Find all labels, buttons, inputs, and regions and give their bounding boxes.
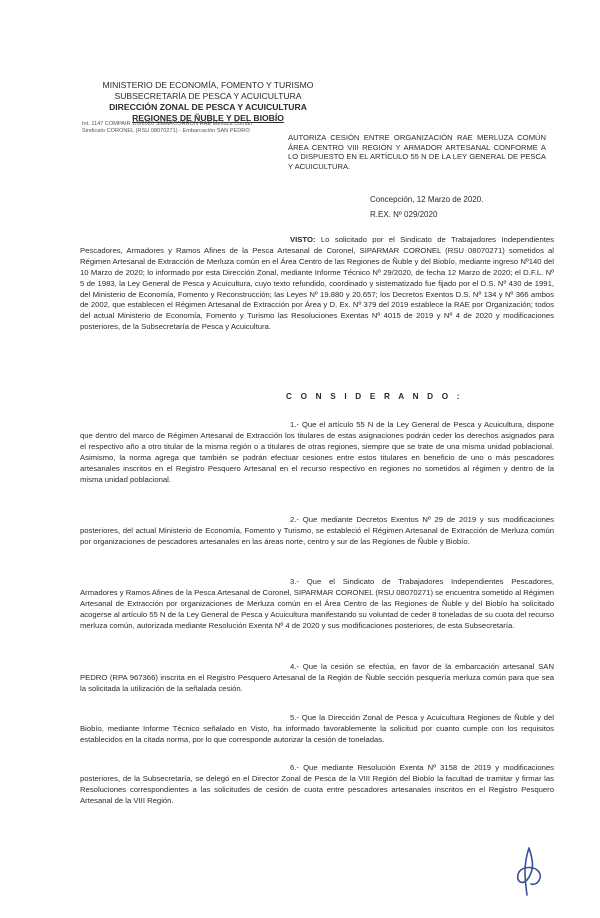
resolution-number: R.EX. Nº 029/2020	[370, 210, 438, 219]
internal-reference	[82, 121, 322, 135]
considerando-1: 1.- Que el artículo 55 N de la Ley General de Pesca y Acuicultura, dispone que dentro del marco de Régimen Artesanal de Extracción los titulares de estas asignaciones podrán ceder los derechos asignados para el respectivo año a otro titular de la misma región o a titulares de otras regiones, siempre que se trate de una misma unidad poblacional. Asimismo, la norma agrega que también se podrán efectuar cesiones entre estos titulares en beneficio de uno o más pescadores artesanales inscritos en el Registro Pesquero Artesanal en el recurso respectivo en regiones no sometidos al régimen y dentro de la misma unidad poblacional.	[80, 420, 554, 484]
directorate-name: DIRECCIÓN ZONAL DE PESCA Y ACUICULTURA	[109, 102, 307, 112]
subsecretary-name: SUBSECRETARÍA DE PESCA Y ACUICULTURA	[114, 91, 302, 101]
ministry-name: MINISTERIO DE ECONOMÍA, FOMENTO Y TURISMO	[102, 80, 314, 90]
internal-reference-line-2: Sindicato CORONEL (RSU 08070271) - Embarcación SAN PEDRO	[82, 128, 250, 134]
considerando-2: 2.- Que mediante Decretos Exentos Nº 29 de 2019 y sus modificaciones posteriores, del actual Ministerio de Economía, Fomento y Turismo, se estableció el Régimen Artesanal de Extracción de Merluza común por organizaciones de pescadores artesanales en las áreas norte, centro y sur de las Regiones de Ñuble y Biobío.	[80, 515, 554, 546]
document-date: Concepción, 12 Marzo de 2020.	[370, 195, 484, 204]
considerando-title: C O N S I D E R A N D O :	[286, 392, 463, 401]
document-subject: AUTORIZA CESIÓN ENTRE ORGANIZACIÓN RAE MERLUZA COMÚN ÁREA CENTRO VIII REGIÓN Y ARMADOR ARTESANAL CONFORME A LO DISPUESTO EN EL ARTÍCULO 55 N DE LA LEY GENERAL DE PESCA Y ACUICULTURA.	[288, 133, 546, 171]
visto-keyword: VISTO:	[290, 235, 316, 244]
visto-paragraph	[80, 235, 554, 333]
regions-name: REGIONES DE ÑUBLE Y DEL BIOBÍO	[132, 113, 284, 123]
internal-reference-line-1: Int. 1147 COMPAIR 1/0/2020 SIMARCORRON RAE Merluza Común	[82, 121, 253, 127]
considerando-6: 6.- Que mediante Resolución Exenta Nº 3158 de 2019 y modificaciones posteriores, de la Subsecretaría, se delegó en el Director Zonal de Pesca de la VIII Región del Biobío la facultad de tramitar y firmar las Resoluciones correspondientes a las solicitudes de cesión de cuota entre pescadores artesanales inscritos en el Registro Pesquero Artesanal de la VIII Región.	[80, 763, 554, 805]
considerando-4: 4.- Que la cesión se efectúa, en favor de la embarcación artesanal SAN PEDRO (RPA 967366) inscrita en el Registro Pesquero Artesanal de la Región de Ñuble sección pesquería merluza común para que sea la solicitada la utilización de la señalada cesión.	[80, 662, 554, 693]
letterhead	[88, 80, 328, 124]
visto-text: Lo solicitado por el Sindicato de Trabajadores Independientes Pescadores, Armadores y Ramos Afines de la Pesca Artesanal de Coronel, SIPARMAR CORONEL (RSU 08070271) sometidos al Régimen Artesanal de Extracción de Merluza común en el Área Centro de las Regiones de Ñuble y del Biobío, mediante ingreso Nº140 del 10 Marzo de 2020; lo informado por esta Dirección Zonal, mediante Informe Técnico Nº 29/2020, de fecha 12 Marzo de 2020; el D.F.L. Nº 5 de 1983, la Ley General de Pesca y Acuicultura, cuyo texto refundido, coordinado y sistematizado fue fijado por el D.S. Nº 430 de 1991, del Ministerio de Economía, Fomento y Reconstrucción; las Leyes Nº 19.880 y 20.657; los Decretos Exentos D.S. Nº 134 y Nº 366 ambos de 2002, que establecen el Régimen Artesanal de Extracción por Área y D. Ex. Nº 379 del 2019 establece la RAE por Organización; todos del actual Ministerio de Economía, Fomento y Turismo las Resoluciones Exentas Nº 4015 de 2019 y Nº 4 de 2020 y modificaciones posteriores, de la Subsecretaría de Pesca y Acuicultura.	[80, 235, 554, 332]
considerando-5: 5.- Que la Dirección Zonal de Pesca y Acuicultura Regiones de Ñuble y del Biobío, mediante Informe Técnico señalado en Visto, ha informado favorablemente la solicitud por cuanto cumple con los requisitos establecidos en la citada norma, por lo que corresponde autorizar la cesión de toneladas.	[80, 713, 554, 744]
signature-mark	[505, 840, 555, 900]
considerando-3: 3.- Que el Sindicato de Trabajadores Independientes Pescadores, Armadores y Ramos Afines de la Pesca Artesanal de Coronel, SIPARMAR CORONEL (RSU 08070271) se encuentra sometido al Régimen Artesanal de Extracción por organizaciones de Merluza común en el Área Centro de las Regiones de Ñuble y del Biobío ha solicitado acogerse al artículo 55 N de la Ley General de Pesca y Acuicultura manifestando su voluntad de ceder 8 toneladas de su cuota del recurso merluza común, autorizada mediante Resolución Exenta Nº 4 de 2020 y sus modificaciones posteriores, de esta Subsecretaría.	[80, 577, 554, 630]
